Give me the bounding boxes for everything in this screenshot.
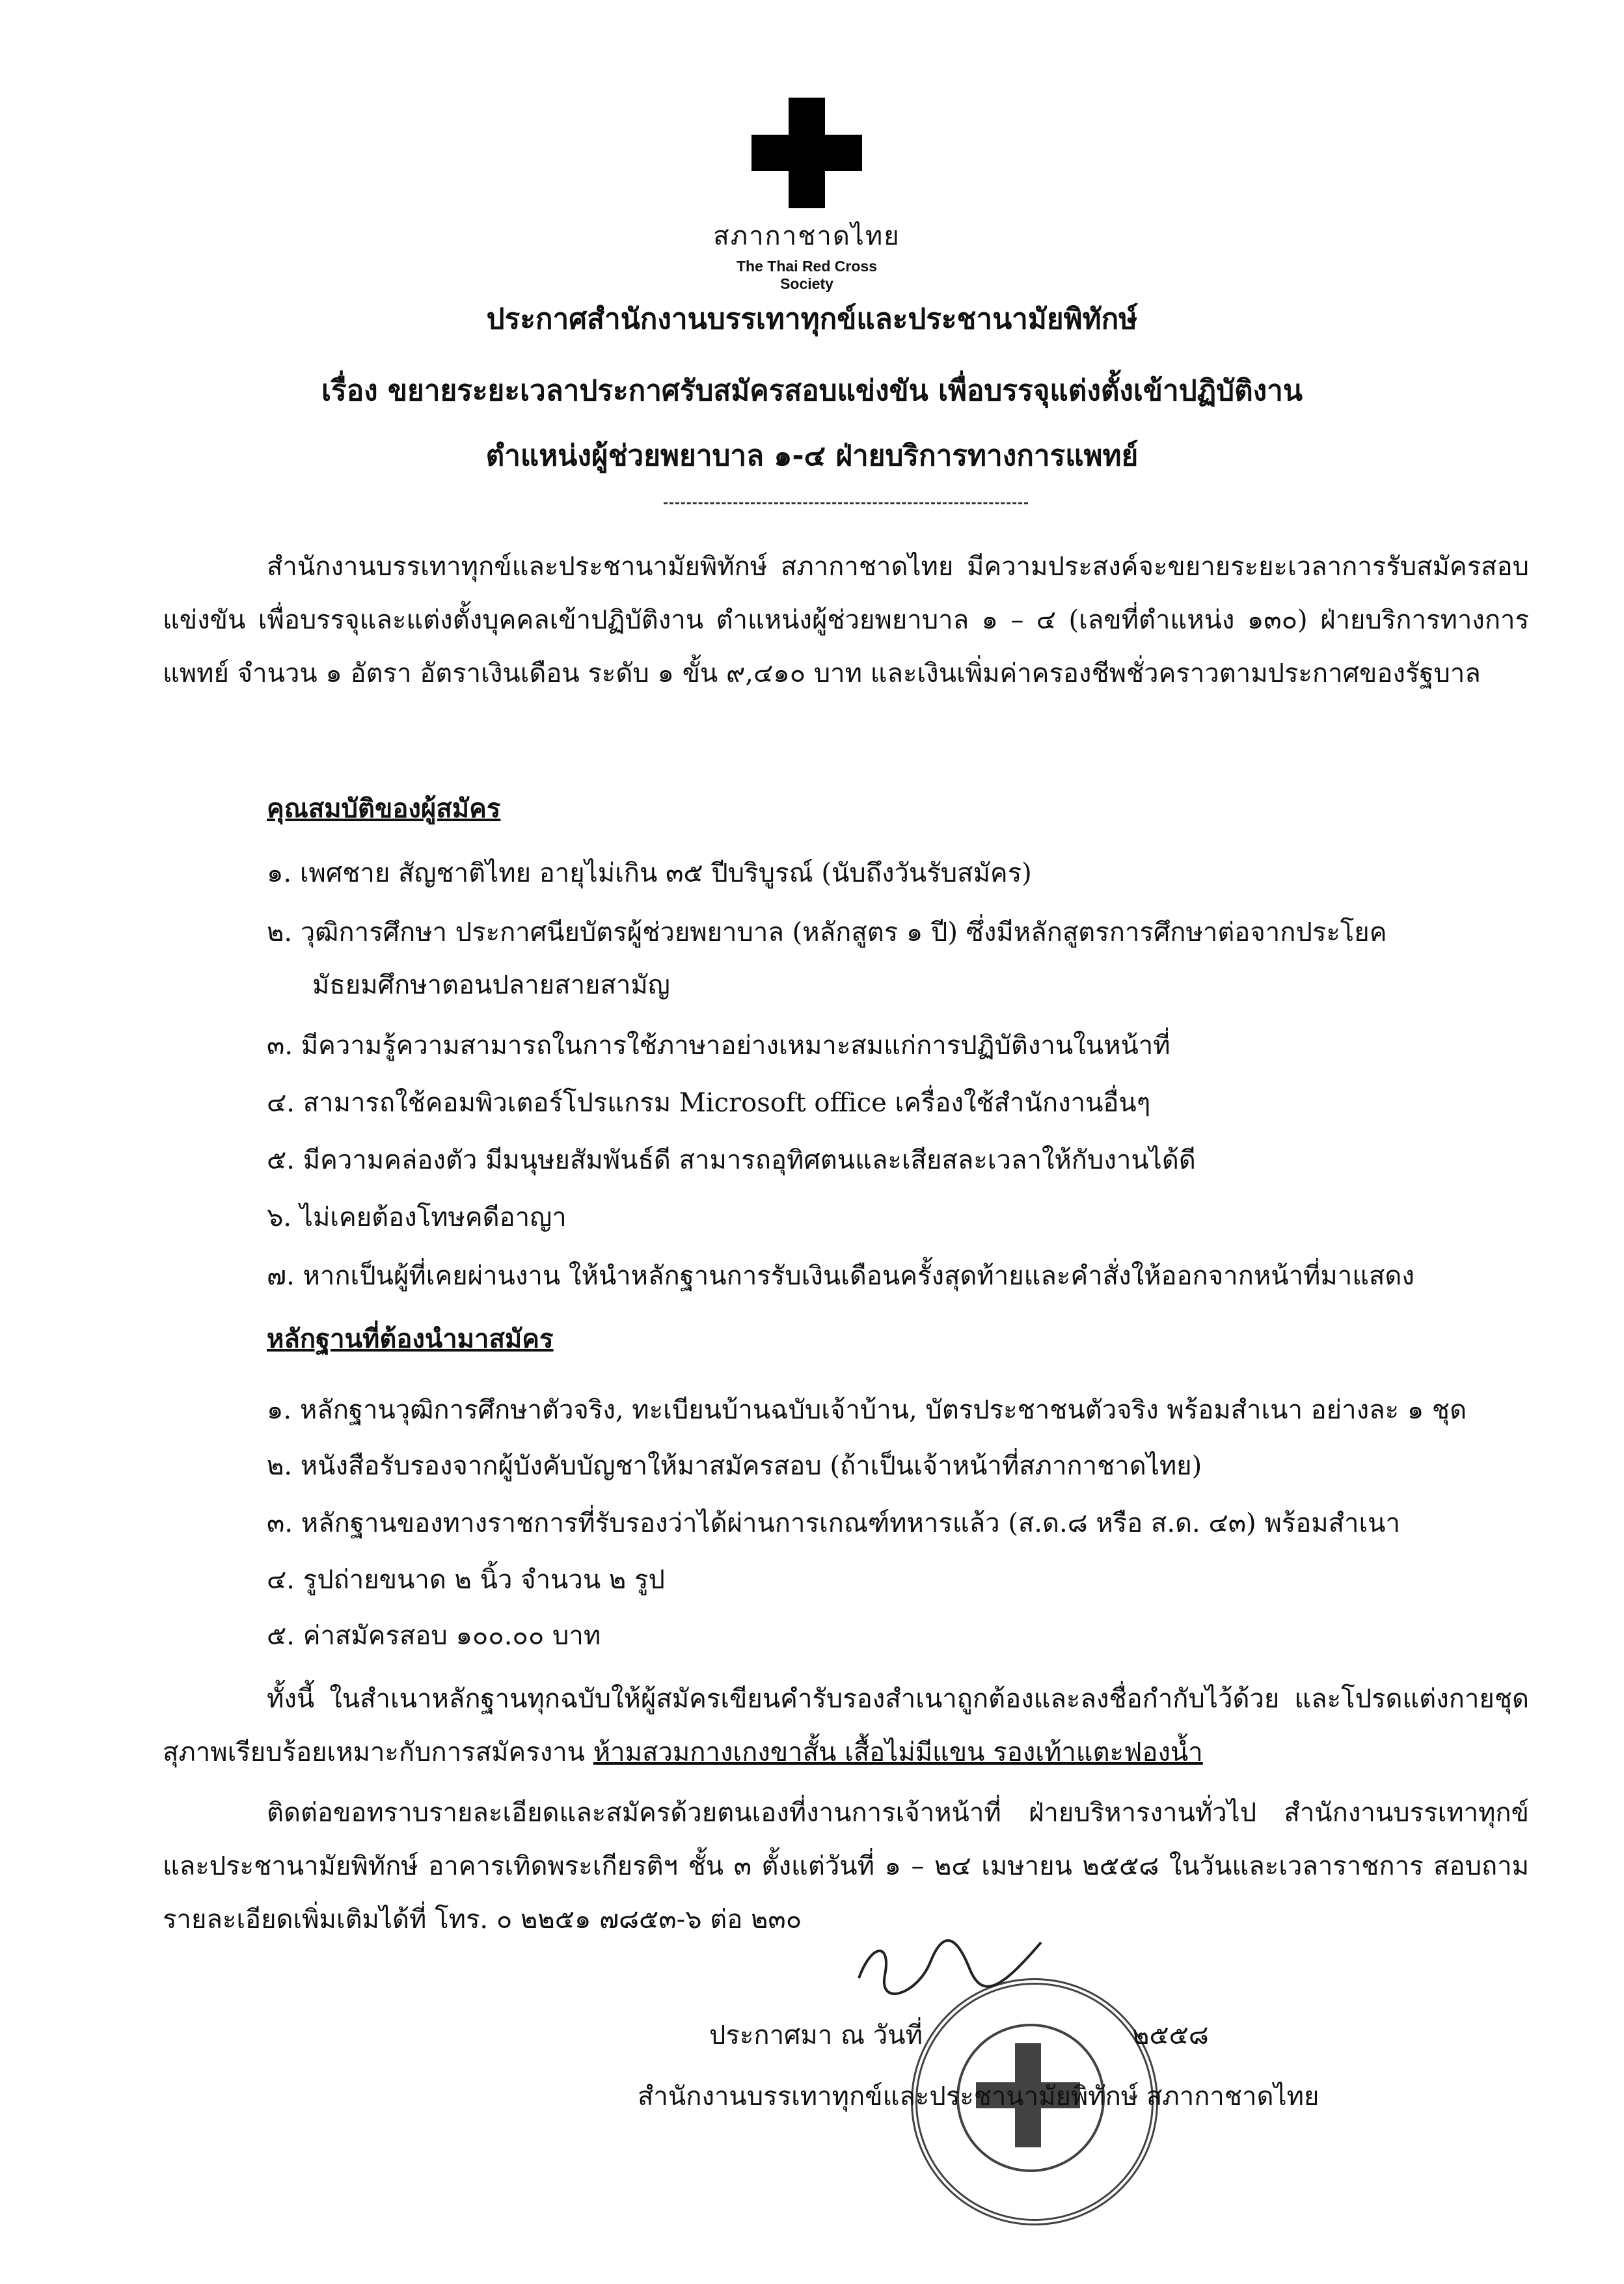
- qualification-item: ๗. หากเป็นผู้ที่เคยผ่านงาน ให้นำหลักฐานการรับเงินเดือนครั้งสุดท้ายและคำสั่งให้ออกจากหน้าที่มาแสดง: [267, 1261, 1414, 1291]
- document-item: ๑. หลักฐานวุฒิการศึกษาตัวจริง, ทะเบียนบ้านฉบับเจ้าบ้าน, บัตรประชาชนตัวจริง พร้อมสำเนา อย่างละ ๑ ชุด: [267, 1395, 1467, 1425]
- qualifications-heading: คุณสมบัติของผู้สมัคร: [267, 793, 501, 824]
- qualification-item: ๓. มีความรู้ความสามารถในการใช้ภาษาอย่างเหมาะสมแก่การปฏิบัติงานในหน้าที่: [267, 1031, 1171, 1061]
- document-item: ๓. หลักฐานของทางราชการที่รับรองว่าได้ผ่านการเกณฑ์ทหารแล้ว (ส.ด.๘ หรือ ส.ด. ๔๓) พร้อมสำเนา: [267, 1508, 1400, 1538]
- document-item: ๔. รูปถ่ายขนาด ๒ นิ้ว จำนวน ๒ รูป: [267, 1565, 665, 1595]
- qualification-item: ๖. ไม่เคยต้องโทษคดีอาญา: [267, 1203, 567, 1232]
- qualification-item: ๒. วุฒิการศึกษา ประกาศนียบัตรผู้ช่วยพยาบาล (หลักสูตร ๑ ปี) ซึ่งมีหลักสูตรการศึกษาต่อจากประโยค: [267, 918, 1387, 947]
- contact-paragraph: ติดต่อขอทราบรายละเอียดและสมัครด้วยตนเองที่งานการเจ้าหน้าที่ ฝ่ายบริหารงานทั่วไป สำนักงานบรรเทาทุกข์และประชานามัยพิทักษ์ อาคารเทิดพระเกียรติฯ ชั้น ๓ ตั้งแต่วันที่ ๑ – ๒๔ เมษายน ๒๕๕๘ ในวันและเวลาราชการ สอบถามรายละเอียดเพิ่มเติมได้ที่ โทร. ๐ ๒๒๕๑ ๗๘๕๓-๖ ต่อ ๒๓๐: [163, 1798, 1529, 1935]
- announcement-position: ตำแหน่งผู้ช่วยพยาบาล ๑-๔ ฝ่ายบริการทางการแพทย์: [485, 439, 1139, 472]
- announcement-subject: เรื่อง ขยายระยะเวลาประกาศรับสมัครสอบแข่งขัน เพื่อบรรจุแต่งตั้งเข้าปฏิบัติงาน: [321, 374, 1303, 407]
- qualification-item-continued: มัธยมศึกษาตอนปลายสายสามัญ: [312, 970, 670, 1000]
- note-paragraph: [163, 1672, 1529, 1779]
- title-divider: [664, 502, 1028, 504]
- announcement-year: ๒๕๕๘: [1132, 2020, 1209, 2050]
- dress-code-warning: ห้ามสวมกางเกงขาสั้น เสื้อไม่มีแขน รองเท้าแตะฟองน้ำ: [593, 1737, 1203, 1767]
- qualification-item: ๔. สามารถใช้คอมพิวเตอร์โปรแกรม Microsoft office เครื่องใช้สำนักงานอื่นๆ: [267, 1088, 1151, 1118]
- document-item: ๒. หนังสือรับรองจากผู้บังคับบัญชาให้มาสมัครสอบ (ถ้าเป็นเจ้าหน้าที่สภากาชาดไทย): [267, 1451, 1202, 1481]
- org-name-thai: สภากาชาดไทย: [713, 221, 900, 251]
- qualification-item: ๑. เพศชาย สัญชาติไทย อายุไม่เกิน ๓๕ ปีบริบูรณ์ (นับถึงวันรับสมัคร): [267, 858, 1032, 888]
- documents-heading: หลักฐานที่ต้องนำมาสมัคร: [267, 1324, 554, 1354]
- announcement-title: ประกาศสำนักงานบรรเทาทุกข์และประชานามัยพิทักษ์: [486, 303, 1138, 336]
- note-text: ทั้งนี้ ในสำเนาหลักฐานทุกฉบับให้ผู้สมัครเขียนคำรับรองสำเนาถูกต้องและลงชื่อกำกับไว้ด้วย และโปรดแต่งกายชุดสุภาพเรียบร้อยเหมาะกับการสมัครงาน: [163, 1684, 1529, 1767]
- red-cross-logo: [709, 98, 904, 293]
- qualification-item: ๕. มีความคล่องตัว มีมนุษยสัมพันธ์ดี สามารถอุทิศตนและเสียสละเวลาให้กับงานได้ดี: [267, 1145, 1196, 1175]
- red-cross-icon: [751, 98, 862, 208]
- document-item: ๕. ค่าสมัครสอบ ๑๐๐.๐๐ บาท: [267, 1621, 601, 1651]
- announcement-date-label: ประกาศมา ณ วันที่: [709, 2020, 923, 2050]
- org-name-english: The Thai Red Cross Society: [737, 258, 877, 292]
- intro-paragraph: สำนักงานบรรเทาทุกข์และประชานามัยพิทักษ์ สภากาชาดไทย มีความประสงค์จะขยายระยะเวลาการรับสมัครสอบแข่งขัน เพื่อบรรจุและแต่งตั้งบุคคลเข้าปฏิบัติงาน ตำแหน่งผู้ช่วยพยาบาล ๑ – ๔ (เลขที่ตำแหน่ง ๑๓๐) ฝ่ายบริการทางการแพทย์ จำนวน ๑ อัตรา อัตราเงินเดือน ระดับ ๑ ขั้น ๙,๔๑๐ บาท และเงินเพิ่มค่าครองชีพชั่วคราวตามประกาศของรัฐบาล: [163, 552, 1529, 688]
- issuing-organization: สำนักงานบรรเทาทุกข์และประชานามัยพิทักษ์ สภากาชาดไทย: [638, 2082, 1320, 2112]
